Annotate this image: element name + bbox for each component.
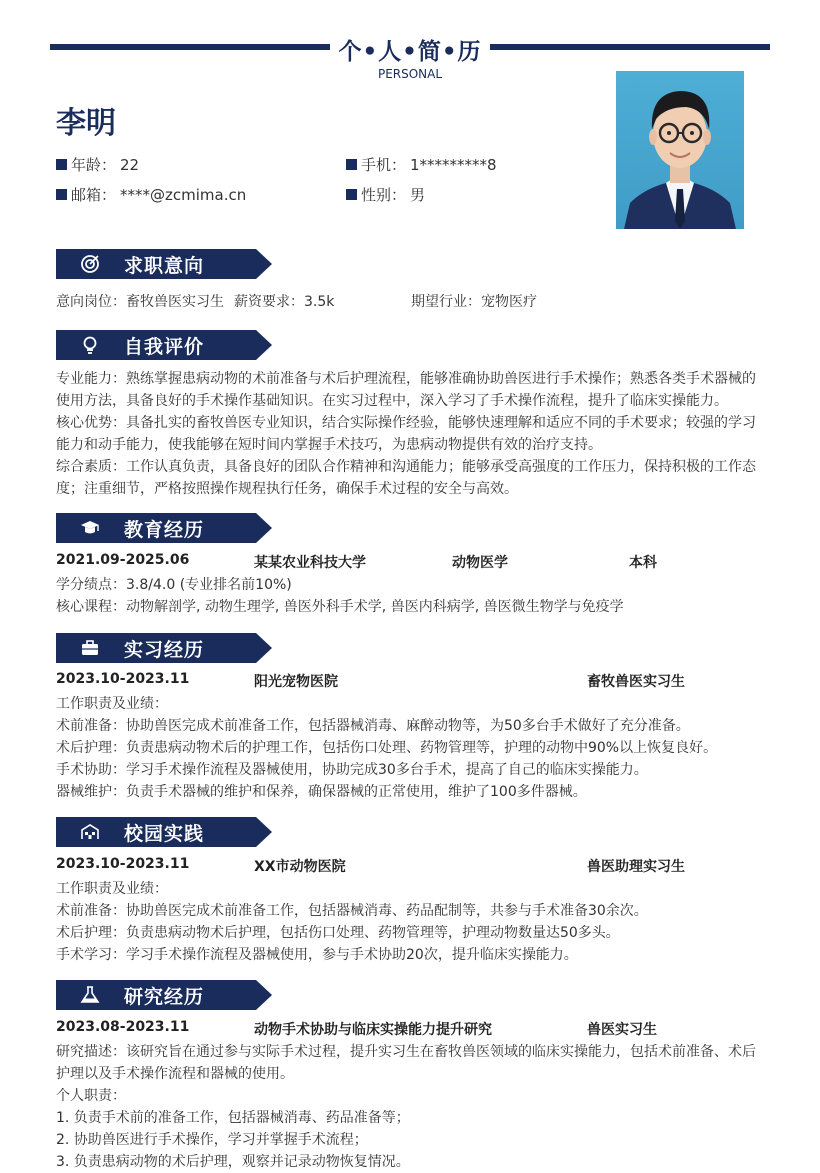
header-bar-left — [50, 44, 330, 50]
candidate-name: 李明 — [56, 106, 116, 141]
internship-line: 手术协助：学习手术操作流程及器械使用，协助完成30多台手术，提高了自己的临床实操能力。 — [56, 762, 648, 778]
email-info — [56, 184, 246, 205]
age-value: 22 — [120, 156, 140, 174]
phone-info — [346, 154, 497, 175]
education-major: 动物医学 — [452, 555, 508, 571]
page-title: 个•人•简•历 — [338, 39, 482, 65]
section-header-self-eval — [56, 330, 272, 360]
education-line: 学分绩点：3.8/4.0 (专业排名前10%) — [56, 577, 292, 593]
building-icon — [80, 823, 100, 841]
phone-label: 手机： — [361, 156, 407, 174]
research-line: 1. 负责手术前的准备工作，包括器械消毒、药品准备等； — [56, 1110, 410, 1126]
bullet-square-icon — [56, 189, 67, 200]
gender-label: 性别： — [361, 186, 407, 204]
page-subtitle: PERSONAL — [377, 67, 443, 81]
research-line: 2. 协助兽医进行手术操作，学习并掌握手术流程； — [56, 1132, 368, 1148]
self-eval-line: 使用方法，具备良好的手术操作基础知识。在实习过程中，深入学习了手术操作流程，提升了临床实操能力。 — [56, 393, 728, 409]
education-degree: 本科 — [629, 555, 657, 571]
education-period: 2021.09-2025.06 — [56, 552, 190, 568]
section-header-research — [56, 980, 272, 1010]
email-value: ****@zcmima.cn — [120, 186, 247, 204]
section-header-education — [56, 513, 272, 543]
bullet-square-icon — [346, 159, 357, 170]
age-info — [56, 154, 139, 175]
graduation-cap-icon — [80, 519, 100, 537]
gender-info — [346, 184, 425, 205]
internship-period: 2023.10-2023.11 — [56, 671, 190, 687]
bullet-square-icon — [56, 159, 67, 170]
header-bar-right — [490, 44, 770, 50]
research-period: 2023.08-2023.11 — [56, 1019, 190, 1035]
profile-photo — [616, 71, 744, 229]
campus-line: 工作职责及业绩： — [56, 881, 168, 897]
education-line: 核心课程：动物解剖学, 动物生理学, 兽医外科手术学, 兽医内科病学, 兽医微生物学与免疫学 — [56, 599, 624, 615]
section-header-campus — [56, 817, 272, 847]
self-eval-line: 能力和动手能力，使我能够在短时间内掌握手术技巧，为患病动物提供有效的治疗支持。 — [56, 437, 602, 453]
campus-org: XX市动物医院 — [254, 859, 346, 875]
research-line: 个人职责： — [56, 1088, 126, 1104]
email-label: 邮箱： — [71, 186, 117, 204]
section-title-job-intent: 求职意向 — [124, 255, 205, 277]
self-eval-line: 核心优势：具备扎实的畜牧兽医专业知识，结合实际操作经验，能够快速理解和适应不同的手术要求；较强的学习 — [56, 415, 756, 431]
self-eval-line: 专业能力：熟练掌握患病动物的术前准备与术后护理流程，能够准确协助兽医进行手术操作；熟悉各类手术器械的 — [56, 371, 756, 387]
research-line: 护理以及手术操作流程和器械的使用。 — [56, 1066, 294, 1082]
section-title-education: 教育经历 — [124, 519, 205, 541]
job-position: 意向岗位：畜牧兽医实习生 — [56, 294, 224, 310]
self-eval-line: 综合素质：工作认真负责，具备良好的团队合作精神和沟通能力；能够承受高强度的工作压力，保持积极的工作态 — [56, 459, 756, 475]
section-title-campus: 校园实践 — [124, 823, 205, 845]
internship-line: 术后护理：负责患病动物术后的护理工作，包括伤口处理、药物管理等，护理的动物中90%以上恢复良好。 — [56, 740, 718, 756]
internship-line: 器械维护：负责手术器械的维护和保养，确保器械的正常使用，维护了100多件器械。 — [56, 784, 587, 800]
campus-line: 术后护理：负责患病动物术后护理，包括伤口处理、药物管理等，护理动物数量达50多头。 — [56, 925, 620, 941]
section-title-research: 研究经历 — [124, 986, 205, 1008]
phone-value: 1*********8 — [410, 156, 497, 174]
internship-line: 工作职责及业绩： — [56, 696, 168, 712]
target-icon — [80, 255, 100, 273]
bulb-icon — [80, 336, 100, 354]
campus-role: 兽医助理实习生 — [587, 859, 685, 875]
campus-line: 手术学习：学习手术操作流程及器械使用，参与手术协助20次，提升临床实操能力。 — [56, 947, 578, 963]
bullet-square-icon — [346, 189, 357, 200]
gender-value: 男 — [410, 186, 426, 204]
internship-role: 畜牧兽医实习生 — [587, 674, 685, 690]
flask-icon — [80, 986, 100, 1004]
research-project: 动物手术协助与临床实操能力提升研究 — [254, 1022, 492, 1038]
job-industry: 期望行业：宠物医疗 — [411, 294, 537, 310]
section-header-job-intent — [56, 249, 272, 279]
section-title-self-eval: 自我评价 — [124, 336, 205, 358]
portrait-illustration — [616, 71, 744, 229]
section-title-internship: 实习经历 — [124, 639, 205, 661]
job-salary: 薪资要求：3.5k — [234, 294, 335, 310]
section-header-internship — [56, 633, 272, 663]
research-line: 研究描述：该研究旨在通过参与实际手术过程，提升实习生在畜牧兽医领域的临床实操能力，包括术前准备、术后 — [56, 1044, 756, 1060]
research-line: 3. 负责患病动物的术后护理，观察并记录动物恢复情况。 — [56, 1154, 410, 1170]
internship-line: 术前准备：协助兽医完成术前准备工作，包括器械消毒、麻醉动物等，为50多台手术做好了充分准备。 — [56, 718, 690, 734]
age-label: 年龄： — [71, 156, 117, 174]
self-eval-line: 度；注重细节，严格按照操作规程执行任务，确保手术过程的安全与高效。 — [56, 481, 518, 497]
internship-org: 阳光宠物医院 — [254, 674, 338, 690]
education-school: 某某农业科技大学 — [254, 555, 366, 571]
campus-period: 2023.10-2023.11 — [56, 856, 190, 872]
campus-line: 术前准备：协助兽医完成术前准备工作，包括器械消毒、药品配制等，共参与手术准备30余次。 — [56, 903, 648, 919]
briefcase-icon — [80, 639, 100, 657]
research-role: 兽医实习生 — [587, 1022, 657, 1038]
